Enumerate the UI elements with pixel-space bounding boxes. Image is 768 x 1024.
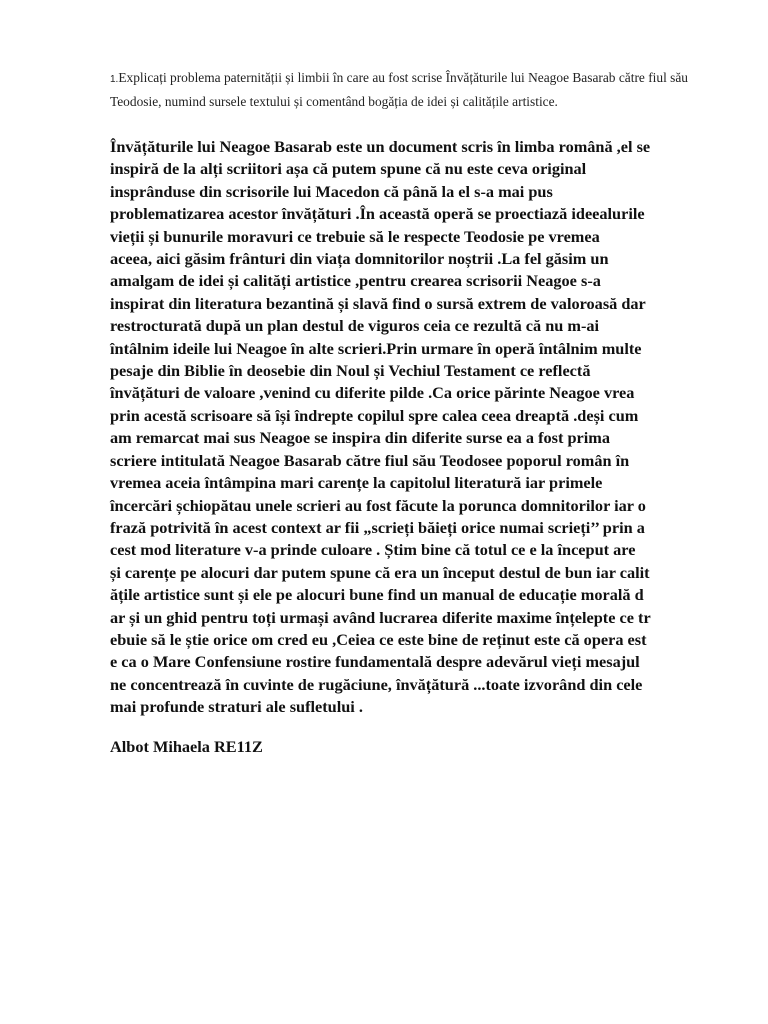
answer-line: încercări șchiopătau unele scrieri au fost făcute la porunca domnitorilor iar o	[110, 495, 646, 515]
answer-line: ar și un ghid pentru toți urmași având lucrarea diferite maxime înțelepte ce tr	[110, 607, 651, 627]
answer-line: restrocturată după un plan destul de viguros ceia ce rezultă că nu m-ai	[110, 316, 600, 336]
answer-line: cest mod literature v-a prinde culoare . Știm bine că totul ce e la început are	[110, 540, 636, 560]
answer-line: inspirat din literatura bezantină și slavă find o sursă extrem de valoroasă dar	[110, 293, 646, 313]
answer-line: insprânduse din scrisorile lui Macedon că până la el s-a mai pus	[110, 181, 553, 201]
answer-line: aceea, aici găsim frânturi din viața domnitorilor noștrii .La fel găsim un	[110, 249, 609, 269]
answer-line: am remarcat mai sus Neagoe se inspira din diferite surse ea a fost prima	[110, 428, 610, 448]
answer-line: întâlnim ideile lui Neagoe în alte scrieri.Prin urmare în operă întâlnim multe	[110, 338, 642, 358]
answer-line: mai profunde straturi ale sufletului .	[110, 697, 363, 717]
question-body: Explicați problema paternității și limbii în care au fost scrise Învățăturile lui Neagoe Basarab către fiul său Teodosie, numind sursele textului și comentând bogăția de idei și calitățile artistice.	[110, 70, 688, 109]
answer-line: prin acestă scrisoare să își îndrepte copilul spre calea ceea dreaptă .deși cum	[110, 405, 639, 425]
answer-line: ebuie să le știe orice om cred eu ,Ceiea ce este bine de reținut este că opera est	[110, 629, 647, 649]
answer-line: Învățăturile lui Neagoe Basarab este un document scris în limba română ,el se	[110, 137, 651, 156]
answer-line: amalgam de idei și calități artistice ,pentru crearea scrisorii Neagoe s-a	[110, 271, 601, 291]
question-number: 1.	[110, 74, 119, 85]
answer-line: vremea aceia întâmpina mari carențe la capitolul literatură iar primele	[110, 473, 603, 493]
author-signature: Albot Mihaela RE11Z	[110, 737, 263, 756]
answer-line: ne concentrează în cuvinte de rugăciune, învățătură ...toate izvorând din cele	[110, 674, 643, 694]
answer-line: scriere intitulată Neagoe Basarab către fiul său Teodosee poporul român în	[110, 450, 630, 470]
answer-line: inspiră de la alți scriitori așa că putem spune că nu este ceva original	[110, 159, 587, 179]
answer-line: pesaje din Biblie în deosebie din Noul și Vechiul Testament ce reflectă	[110, 361, 591, 381]
answer-line: e ca o Mare Confensiune rostire fundamentală despre adevărul vieți mesajul	[110, 652, 640, 672]
answer-line: ățile artistice sunt și ele pe alocuri bune find un manual de educație morală d	[110, 585, 644, 605]
question-text	[110, 67, 710, 113]
answer-line: învățături de valoare ,venind cu diferite pilde .Ca orice părinte Neagoe vrea	[110, 383, 635, 403]
answer-line: frază potrivită în acest context ar fii „scrieți băieți orice numai scrieți’’ prin a	[110, 517, 645, 537]
answer-line: problematizarea acestor învățături .În această operă se proectiază ideealurile	[110, 204, 645, 224]
answer-paragraph	[110, 136, 718, 719]
answer-line: și carențe pe alocuri dar putem spune că era un început destul de bun iar calit	[110, 562, 650, 582]
answer-line: vieții și bunurile moravuri ce trebuie să le respecte Teodosie pe vremea	[110, 226, 600, 246]
